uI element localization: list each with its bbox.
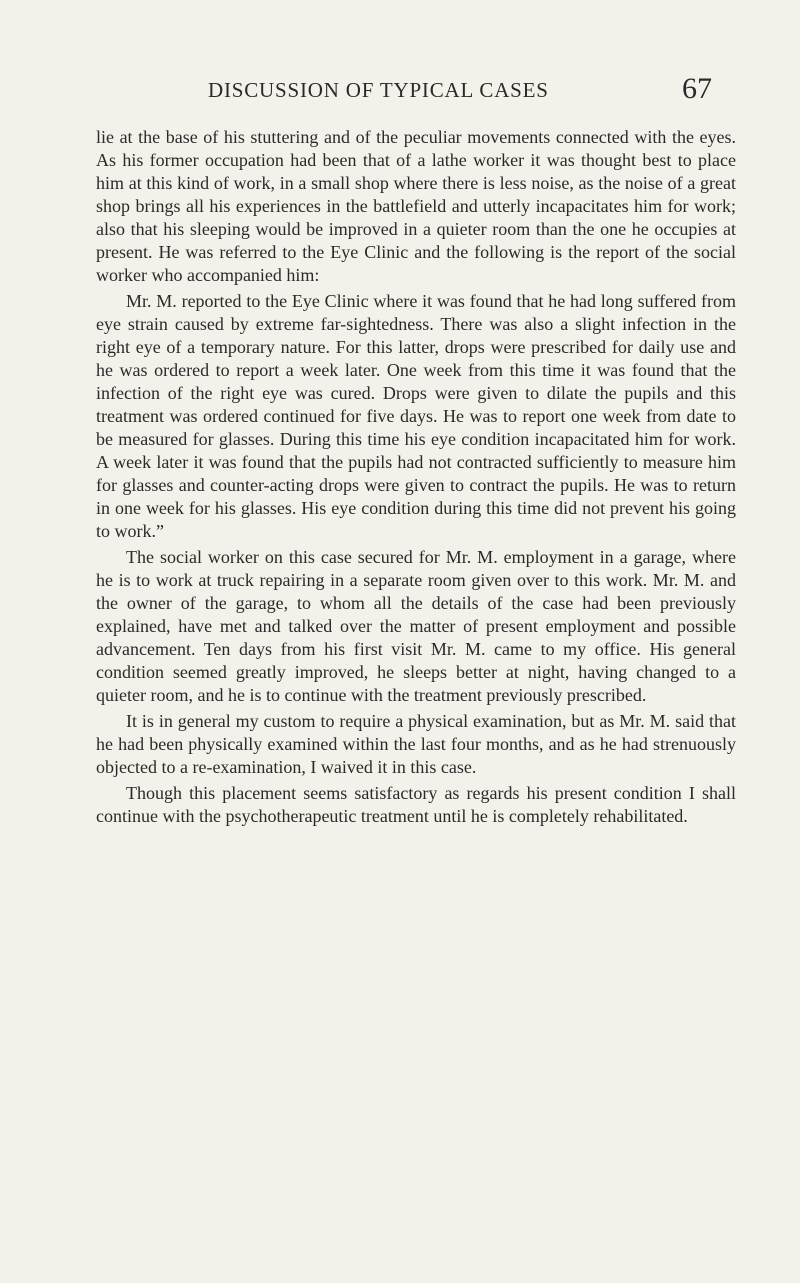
running-head	[0, 72, 800, 112]
running-title: DISCUSSION OF TYPICAL CASES	[208, 78, 549, 102]
paragraph-social-worker-report: Mr. M. reported to the Eye Clinic where it was found that he had long suffered from eye strain caused by extreme far-sightedness. There was also a slight infection in the right eye of a temporary nature. For this latter, drops were prescribed for daily use and he was ordered to report a week later. One week from this time it was found that the infection of the right eye was cured. Drops were given to dilate the pupils and this treatment was ordered continued for five days. He was to report one week from date to be measured for glasses. During this time his eye condition incapacitated him for work. A week later it was found that the pupils had not contracted sufficiently to measure him for glasses and counter-acting drops were given to contract the pupils. He was to return in one week for his glasses. His eye condition during this time did not prevent his going to work.”	[96, 291, 736, 541]
body-text	[96, 126, 736, 828]
paragraph-employment: The social worker on this case secured for Mr. M. employment in a garage, where he is to work at truck repairing in a separate room given over to this work. Mr. M. and the owner of the garage, to whom all the details of the case had been previously explained, have met and talked over the matter of present employment and possible advancement. Ten days from his first visit Mr. M. came to my office. His general condition seemed greatly improved, he sleeps better at night, having changed to a quieter room, and he is to continue with the treatment previously prescribed.	[96, 547, 736, 705]
page-number: 67	[682, 72, 712, 105]
paragraph-physical-examination: It is in general my custom to require a physical examination, but as Mr. M. said that he had been physically examined within the last four months, and as he had strenuously objected to a re-examination, I waived it in this case.	[96, 711, 736, 777]
paragraph-continuation: lie at the base of his stuttering and of the peculiar movements connected with the eyes. As his former occupation had been that of a lathe worker it was thought best to place him at this kind of work, in a small shop where there is less noise, as the noise of a great shop brings all his experiences in the battlefield and utterly incapacitates him for work; also that his sleeping would be improved in a quieter room than the one he occupies at present. He was referred to the Eye Clinic and the following is the report of the social worker who accompanied him:	[96, 127, 736, 285]
paragraph-conclusion: Though this placement seems satisfactory as regards his present condition I shall continue with the psychotherapeutic treatment until he is completely rehabilitated.	[96, 783, 736, 826]
